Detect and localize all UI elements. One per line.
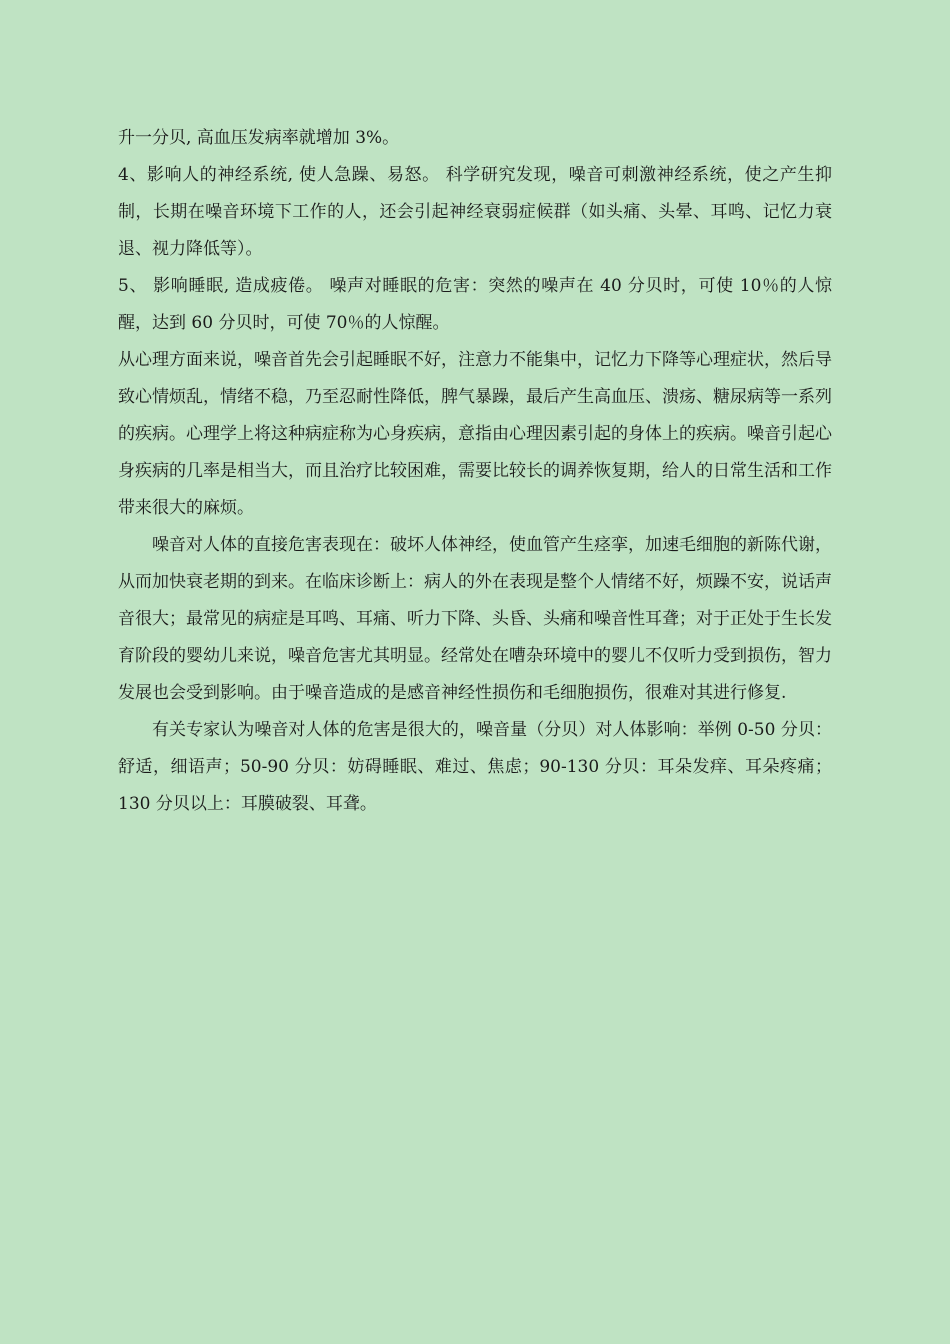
paragraph-3: 5、 影响睡眠, 造成疲倦。 噪声对睡眠的危害：突然的噪声在 40 分贝时，可使 10％的人惊醒，达到 60 分贝时，可使 70％的人惊醒。 — [118, 276, 832, 333]
paragraph-6: 有关专家认为噪音对人体的危害是很大的，噪音量（分贝）对人体影响：举例 0-50 分贝：舒适，细语声；50-90 分贝：妨碍睡眠、难过、焦虑；90-130 分贝：耳朵发痒、耳朵疼痛；130 分贝以上：耳膜破裂、耳聋。 — [118, 720, 832, 814]
paragraph-2: 4、影响人的神经系统, 使人急躁、易怒。 科学研究发现，噪音可刺激神经系统，使之产生抑制，长期在噪音环境下工作的人，还会引起神经衰弱症候群（如头痛、头晕、耳鸣、记忆力衰退、视力降低等）。 — [118, 165, 832, 259]
document-body — [118, 120, 832, 823]
paragraph-5: 噪音对人体的直接危害表现在：破坏人体神经，使血管产生痉挛，加速毛细胞的新陈代谢，从而加快衰老期的到来。在临床诊断上：病人的外在表现是整个人情绪不好，烦躁不安，说话声音很大；最常见的病症是耳鸣、耳痛、听力下降、头昏、头痛和噪音性耳聋；对于正处于生长发育阶段的婴幼儿来说，噪音危害尤其明显。经常处在嘈杂环境中的婴儿不仅听力受到损伤，智力发展也会受到影响。由于噪音造成的是感音神经性损伤和毛细胞损伤，很难对其进行修复. — [118, 535, 832, 703]
paragraph-4: 从心理方面来说，噪音首先会引起睡眠不好，注意力不能集中，记忆力下降等心理症状，然后导致心情烦乱，情绪不稳，乃至忍耐性降低，脾气暴躁，最后产生高血压、溃疡、糖尿病等一系列的疾病。心理学上将这种病症称为心身疾病，意指由心理因素引起的身体上的疾病。噪音引起心身疾病的几率是相当大，而且治疗比较困难，需要比较长的调养恢复期，给人的日常生活和工作带来很大的麻烦。 — [118, 350, 832, 518]
paragraph-1: 升一分贝, 高血压发病率就增加 3%。 — [118, 128, 400, 148]
